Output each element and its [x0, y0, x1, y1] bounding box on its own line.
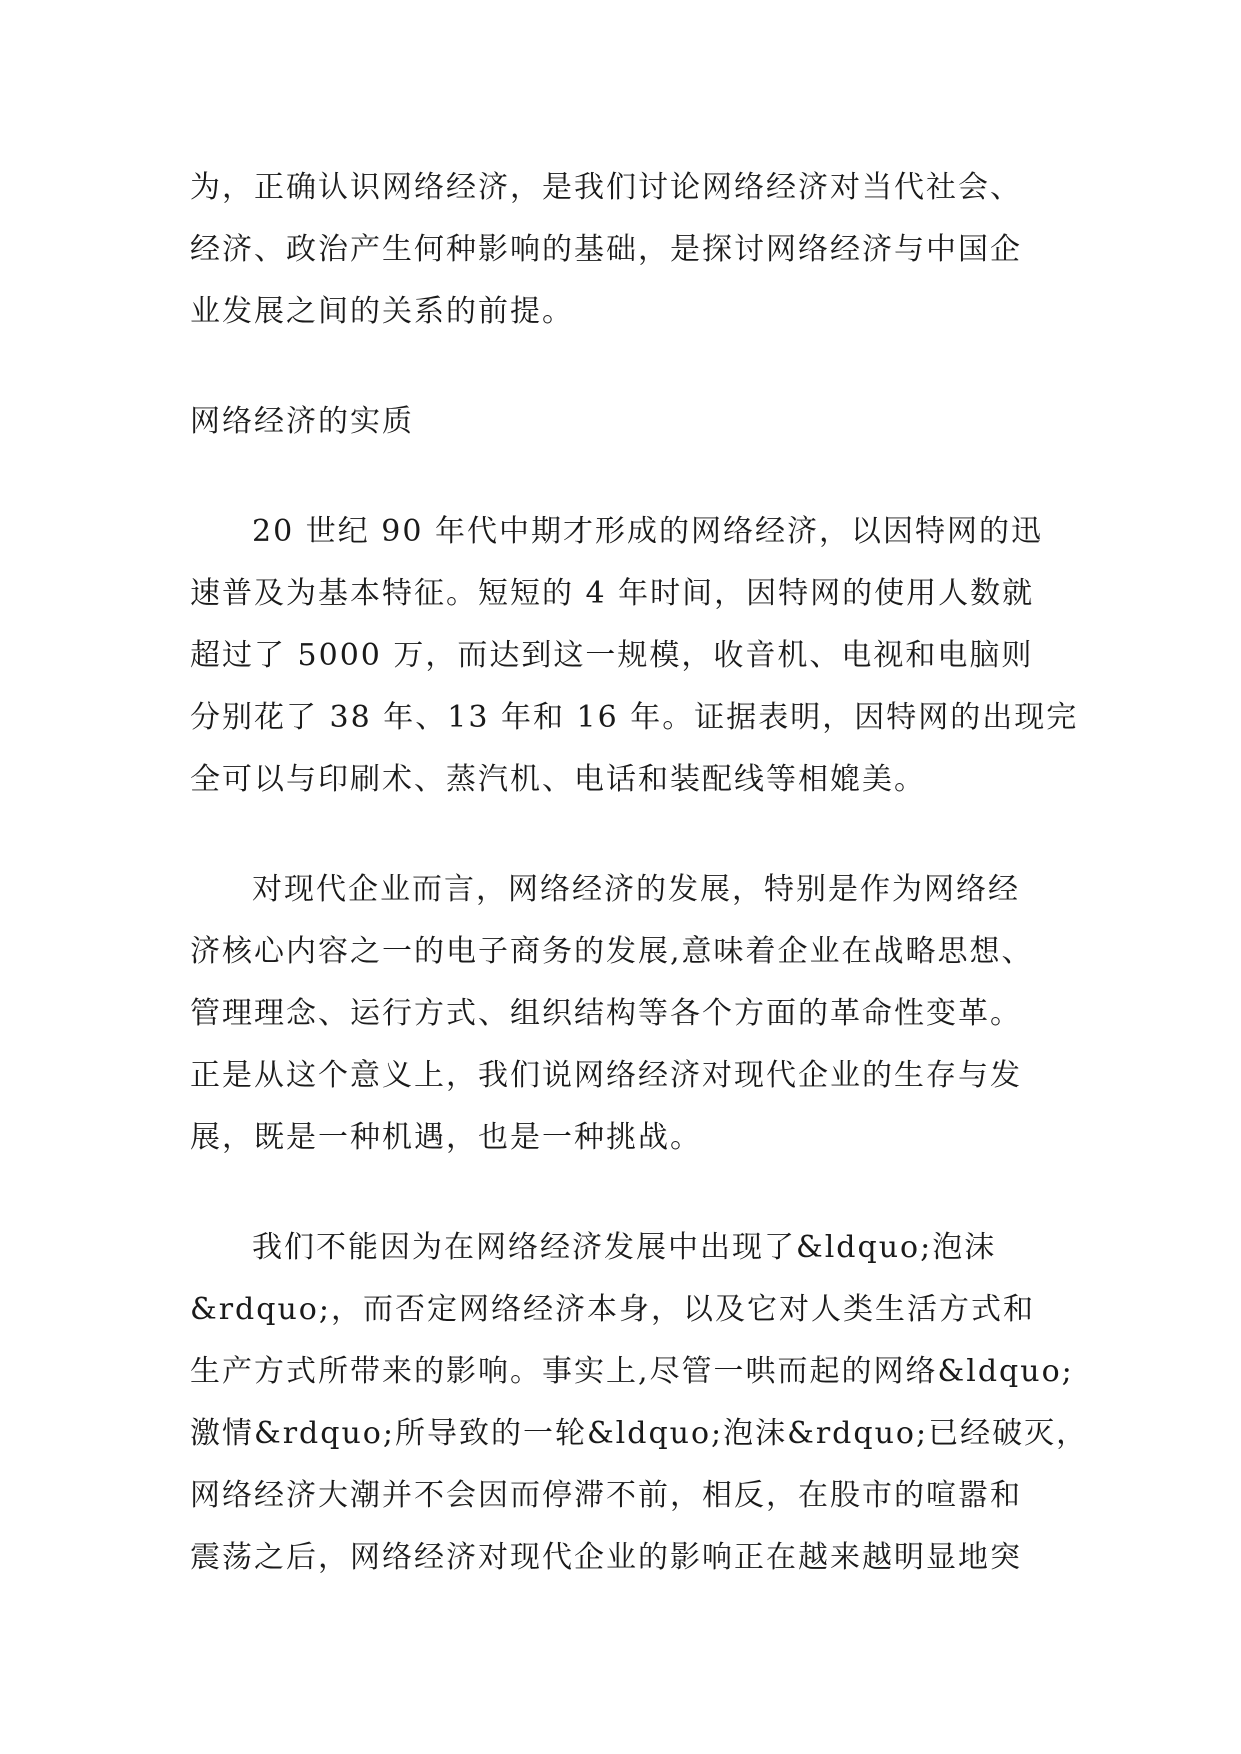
text-line: 展，既是一种机遇，也是一种挑战。 — [190, 1120, 702, 1155]
text-line: 速普及为基本特征。短短的 4 年时间，因特网的使用人数就 — [190, 576, 1035, 611]
text-line: 激情&rdquo;所导致的一轮&ldquo;泡沫&rdquo;已经破灭， — [190, 1416, 1089, 1451]
text-line: 生产方式所带来的影响。事实上,尽管一哄而起的网络&ldquo; — [190, 1354, 1074, 1389]
text-line: 对现代企业而言，网络经济的发展，特别是作为网络经 — [252, 872, 1020, 907]
text-line: 我们不能因为在网络经济发展中出现了&ldquo;泡沫 — [252, 1230, 997, 1265]
text-line: 正是从这个意义上，我们说网络经济对现代企业的生存与发 — [190, 1058, 1022, 1093]
text-line: 经济、政治产生何种影响的基础，是探讨网络经济与中国企 — [190, 232, 1022, 267]
text-line: 为，正确认识网络经济，是我们讨论网络经济对当代社会、 — [190, 170, 1022, 205]
text-line: 分别花了 38 年、13 年和 16 年。证据表明，因特网的出现完 — [190, 700, 1079, 735]
section-heading-text: 网络经济的实质 — [190, 404, 414, 439]
text-line: 超过了 5000 万，而达到这一规模，收音机、电视和电脑则 — [190, 638, 1034, 673]
text-line: 20 世纪 90 年代中期才形成的网络经济，以因特网的迅 — [252, 514, 1043, 549]
text-line: 济核心内容之一的电子商务的发展,意味着企业在战略思想、 — [190, 934, 1034, 969]
text-line: 全可以与印刷术、蒸汽机、电话和装配线等相媲美。 — [190, 762, 926, 797]
text-line: 网络经济大潮并不会因而停滞不前，相反，在股市的喧嚣和 — [190, 1478, 1022, 1513]
text-line: 震荡之后，网络经济对现代企业的影响正在越来越明显地突 — [190, 1540, 1022, 1575]
text-line: &rdquo;，而否定网络经济本身，以及它对人类生活方式和 — [190, 1292, 1035, 1327]
text-line: 管理理念、运行方式、组织结构等各个方面的革命性变革。 — [190, 996, 1022, 1031]
text-line: 业发展之间的关系的前提。 — [190, 294, 574, 329]
